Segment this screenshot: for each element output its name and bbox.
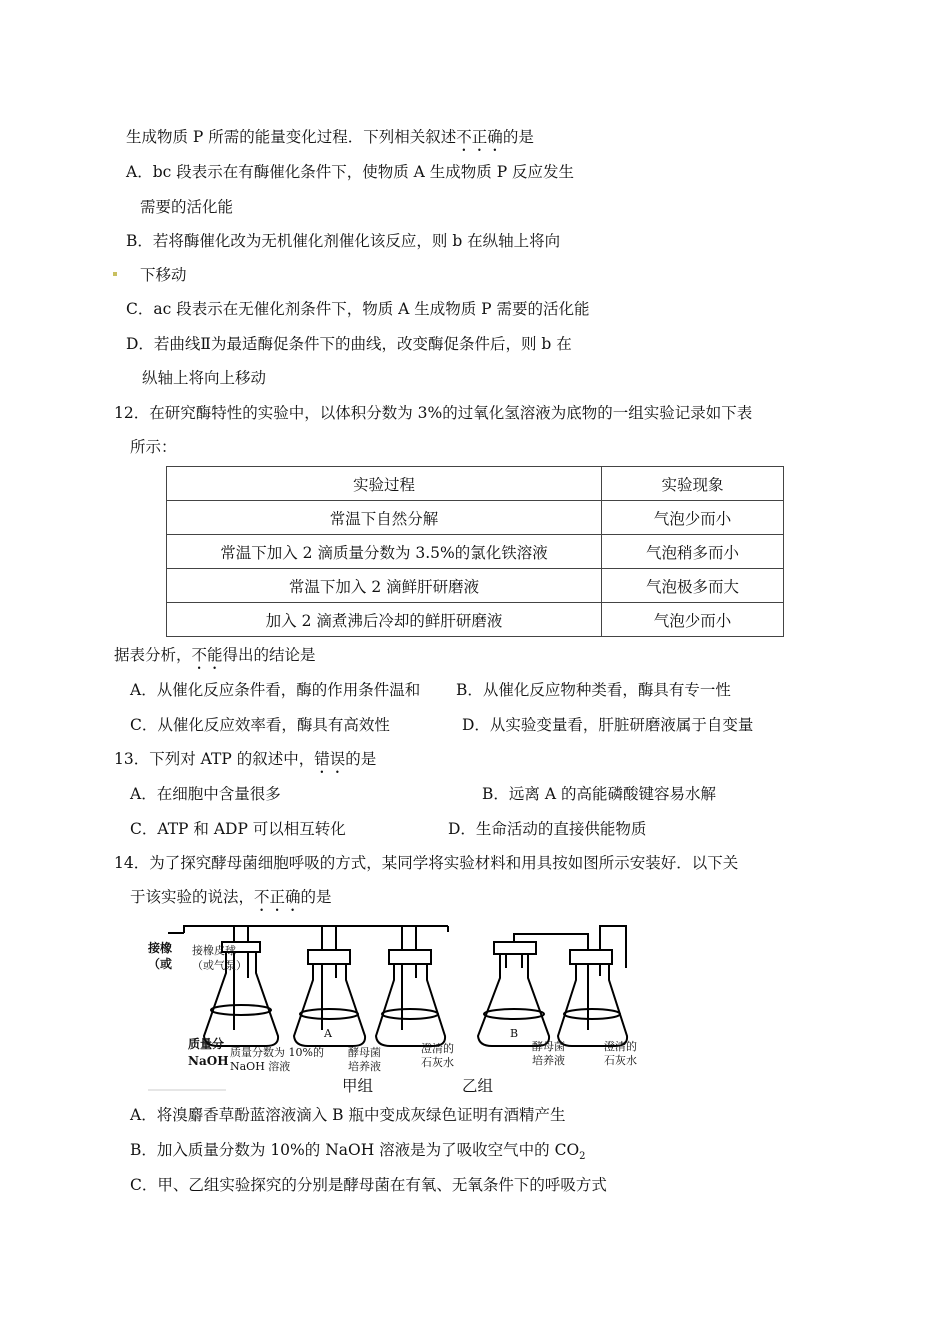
lime-label: 澄清的 bbox=[421, 1042, 454, 1055]
experiment-table bbox=[166, 466, 784, 637]
group-yi-label: 乙组 bbox=[462, 1077, 494, 1095]
q14-option-c[interactable]: C．甲、乙组实验探究的分别是酵母菌在有氧、无氧条件下的呼吸方式 bbox=[130, 1176, 607, 1194]
q11-emphasis: 不正确 bbox=[456, 128, 503, 146]
q13-option-a[interactable]: A．在细胞中含量很多 bbox=[130, 785, 281, 803]
yeast-label-b-2: 培养液 bbox=[532, 1054, 565, 1067]
q11-option-d-cont: 纵轴上将向上移动 bbox=[142, 369, 267, 387]
yeast-label: 酵母菌 bbox=[348, 1046, 381, 1059]
table-row bbox=[167, 569, 784, 603]
q12-option-b[interactable]: B．从催化反应物种类看，酶具有专一性 bbox=[456, 681, 731, 699]
q14-stem: 14．为了探究酵母菌细胞呼吸的方式，某同学将实验材料和用具按如图所示安装好．以下关 bbox=[114, 854, 739, 872]
q11-option-b-cont: 下移动 bbox=[140, 266, 187, 284]
q13-option-c[interactable]: C．ATP 和 ADP 可以相互转化 bbox=[130, 820, 346, 838]
pump-label-2: （或气泵） bbox=[192, 959, 247, 972]
table-header-row bbox=[167, 467, 784, 501]
table-row bbox=[167, 535, 784, 569]
yeast-label-b: 酵母菌 bbox=[532, 1040, 565, 1053]
q12-emphasis: 不能 bbox=[191, 646, 223, 664]
group-jia-label: 甲组 bbox=[342, 1077, 374, 1095]
q14-stem-cont: 于该实验的说法，不正确的是 bbox=[130, 888, 332, 906]
q14-option-a[interactable]: A．将溴麝香草酚蓝溶液滴入 B 瓶中变成灰绿色证明有酒精产生 bbox=[130, 1106, 566, 1124]
flask-a-label: A bbox=[324, 1027, 332, 1040]
table-header: 实验过程 bbox=[167, 467, 602, 501]
q11-option-c[interactable]: C．ac 段表示在无催化剂条件下，物质 A 生成物质 P 需要的活化能 bbox=[126, 300, 590, 318]
q12-option-d[interactable]: D．从实验变量看，肝脏研磨液属于自变量 bbox=[462, 716, 754, 734]
table-cell: 常温下自然分解 bbox=[167, 501, 602, 535]
q13-emphasis: 错误 bbox=[314, 750, 346, 768]
lime-label-b: 澄清的 bbox=[604, 1040, 637, 1053]
q11-option-a[interactable]: A．bc 段表示在有酶催化条件下，使物质 A 生成物质 P 反应发生 bbox=[126, 163, 575, 181]
naoh-label: 质量分数为 10%的 bbox=[230, 1046, 324, 1059]
q12-option-c[interactable]: C．从催化反应效率看，酶具有高效性 bbox=[130, 716, 390, 734]
q11-option-a-cont: 需要的活化能 bbox=[140, 198, 234, 216]
yeast-label-2: 培养液 bbox=[348, 1060, 381, 1073]
table-cell: 气泡少而小 bbox=[602, 603, 784, 637]
table-header: 实验现象 bbox=[602, 467, 784, 501]
q12-option-a[interactable]: A．从催化反应条件看，酶的作用条件温和 bbox=[130, 681, 421, 699]
table-cell: 气泡极多而大 bbox=[602, 569, 784, 603]
q14-option-b[interactable]: B．加入质量分数为 10%的 NaOH 溶液是为了吸收空气中的 $CO_2$ bbox=[130, 1141, 586, 1163]
q12-stem-cont: 所示： bbox=[130, 438, 177, 456]
flask-lime-1 bbox=[376, 958, 445, 1046]
table-cell: 加入 2 滴煮沸后冷却的鲜肝研磨液 bbox=[167, 603, 602, 637]
table-cell: 常温下加入 2 滴鲜肝研磨液 bbox=[167, 569, 602, 603]
table-cell: 气泡少而小 bbox=[602, 501, 784, 535]
flask-b-label: B bbox=[510, 1027, 519, 1040]
q12-prompt: 据表分析，不能得出的结论是 bbox=[114, 646, 316, 664]
lime-label-b-2: 石灰水 bbox=[604, 1054, 637, 1067]
cropped-naoh-label-2: NaOH bbox=[188, 1054, 229, 1068]
q13-option-b[interactable]: B．远离 A 的高能磷酸键容易水解 bbox=[482, 785, 716, 803]
apparatus-figure bbox=[148, 918, 638, 1093]
q12-stem: 12．在研究酶特性的实验中，以体积分数为 3%的过氧化氢溶液为底物的一组实验记录如下表 bbox=[114, 404, 753, 422]
q11-option-d[interactable]: D．若曲线Ⅱ为最适酶促条件下的曲线，改变酶促条件后，则 b 在 bbox=[126, 335, 572, 353]
pump-label: 接橡皮球 bbox=[192, 944, 236, 957]
cropped-label: 接橡 bbox=[148, 941, 173, 955]
q11-option-b[interactable]: B．若将酶催化改为无机催化剂催化该反应，则 b 在纵轴上将向 bbox=[126, 232, 561, 250]
cropped-naoh-label: 质量分 bbox=[188, 1037, 225, 1051]
table-row bbox=[167, 603, 784, 637]
table-row bbox=[167, 501, 784, 535]
q14-emphasis: 不正确 bbox=[254, 888, 301, 906]
table-cell: 气泡稍多而小 bbox=[602, 535, 784, 569]
cropped-label: （或 bbox=[148, 957, 173, 971]
lime-label-2: 石灰水 bbox=[421, 1056, 454, 1069]
table-cell: 常温下加入 2 滴质量分数为 3.5%的氯化铁溶液 bbox=[167, 535, 602, 569]
q13-stem: 13．下列对 ATP 的叙述中，错误的是 bbox=[114, 750, 377, 768]
margin-marker bbox=[113, 272, 117, 276]
q13-option-d[interactable]: D．生命活动的直接供能物质 bbox=[448, 820, 647, 838]
q11-stem: 生成物质 P 所需的能量变化过程．下列相关叙述不正确的是 bbox=[126, 128, 534, 146]
flask-lime-2 bbox=[558, 958, 627, 1046]
naoh-label-2: NaOH 溶液 bbox=[230, 1060, 291, 1073]
